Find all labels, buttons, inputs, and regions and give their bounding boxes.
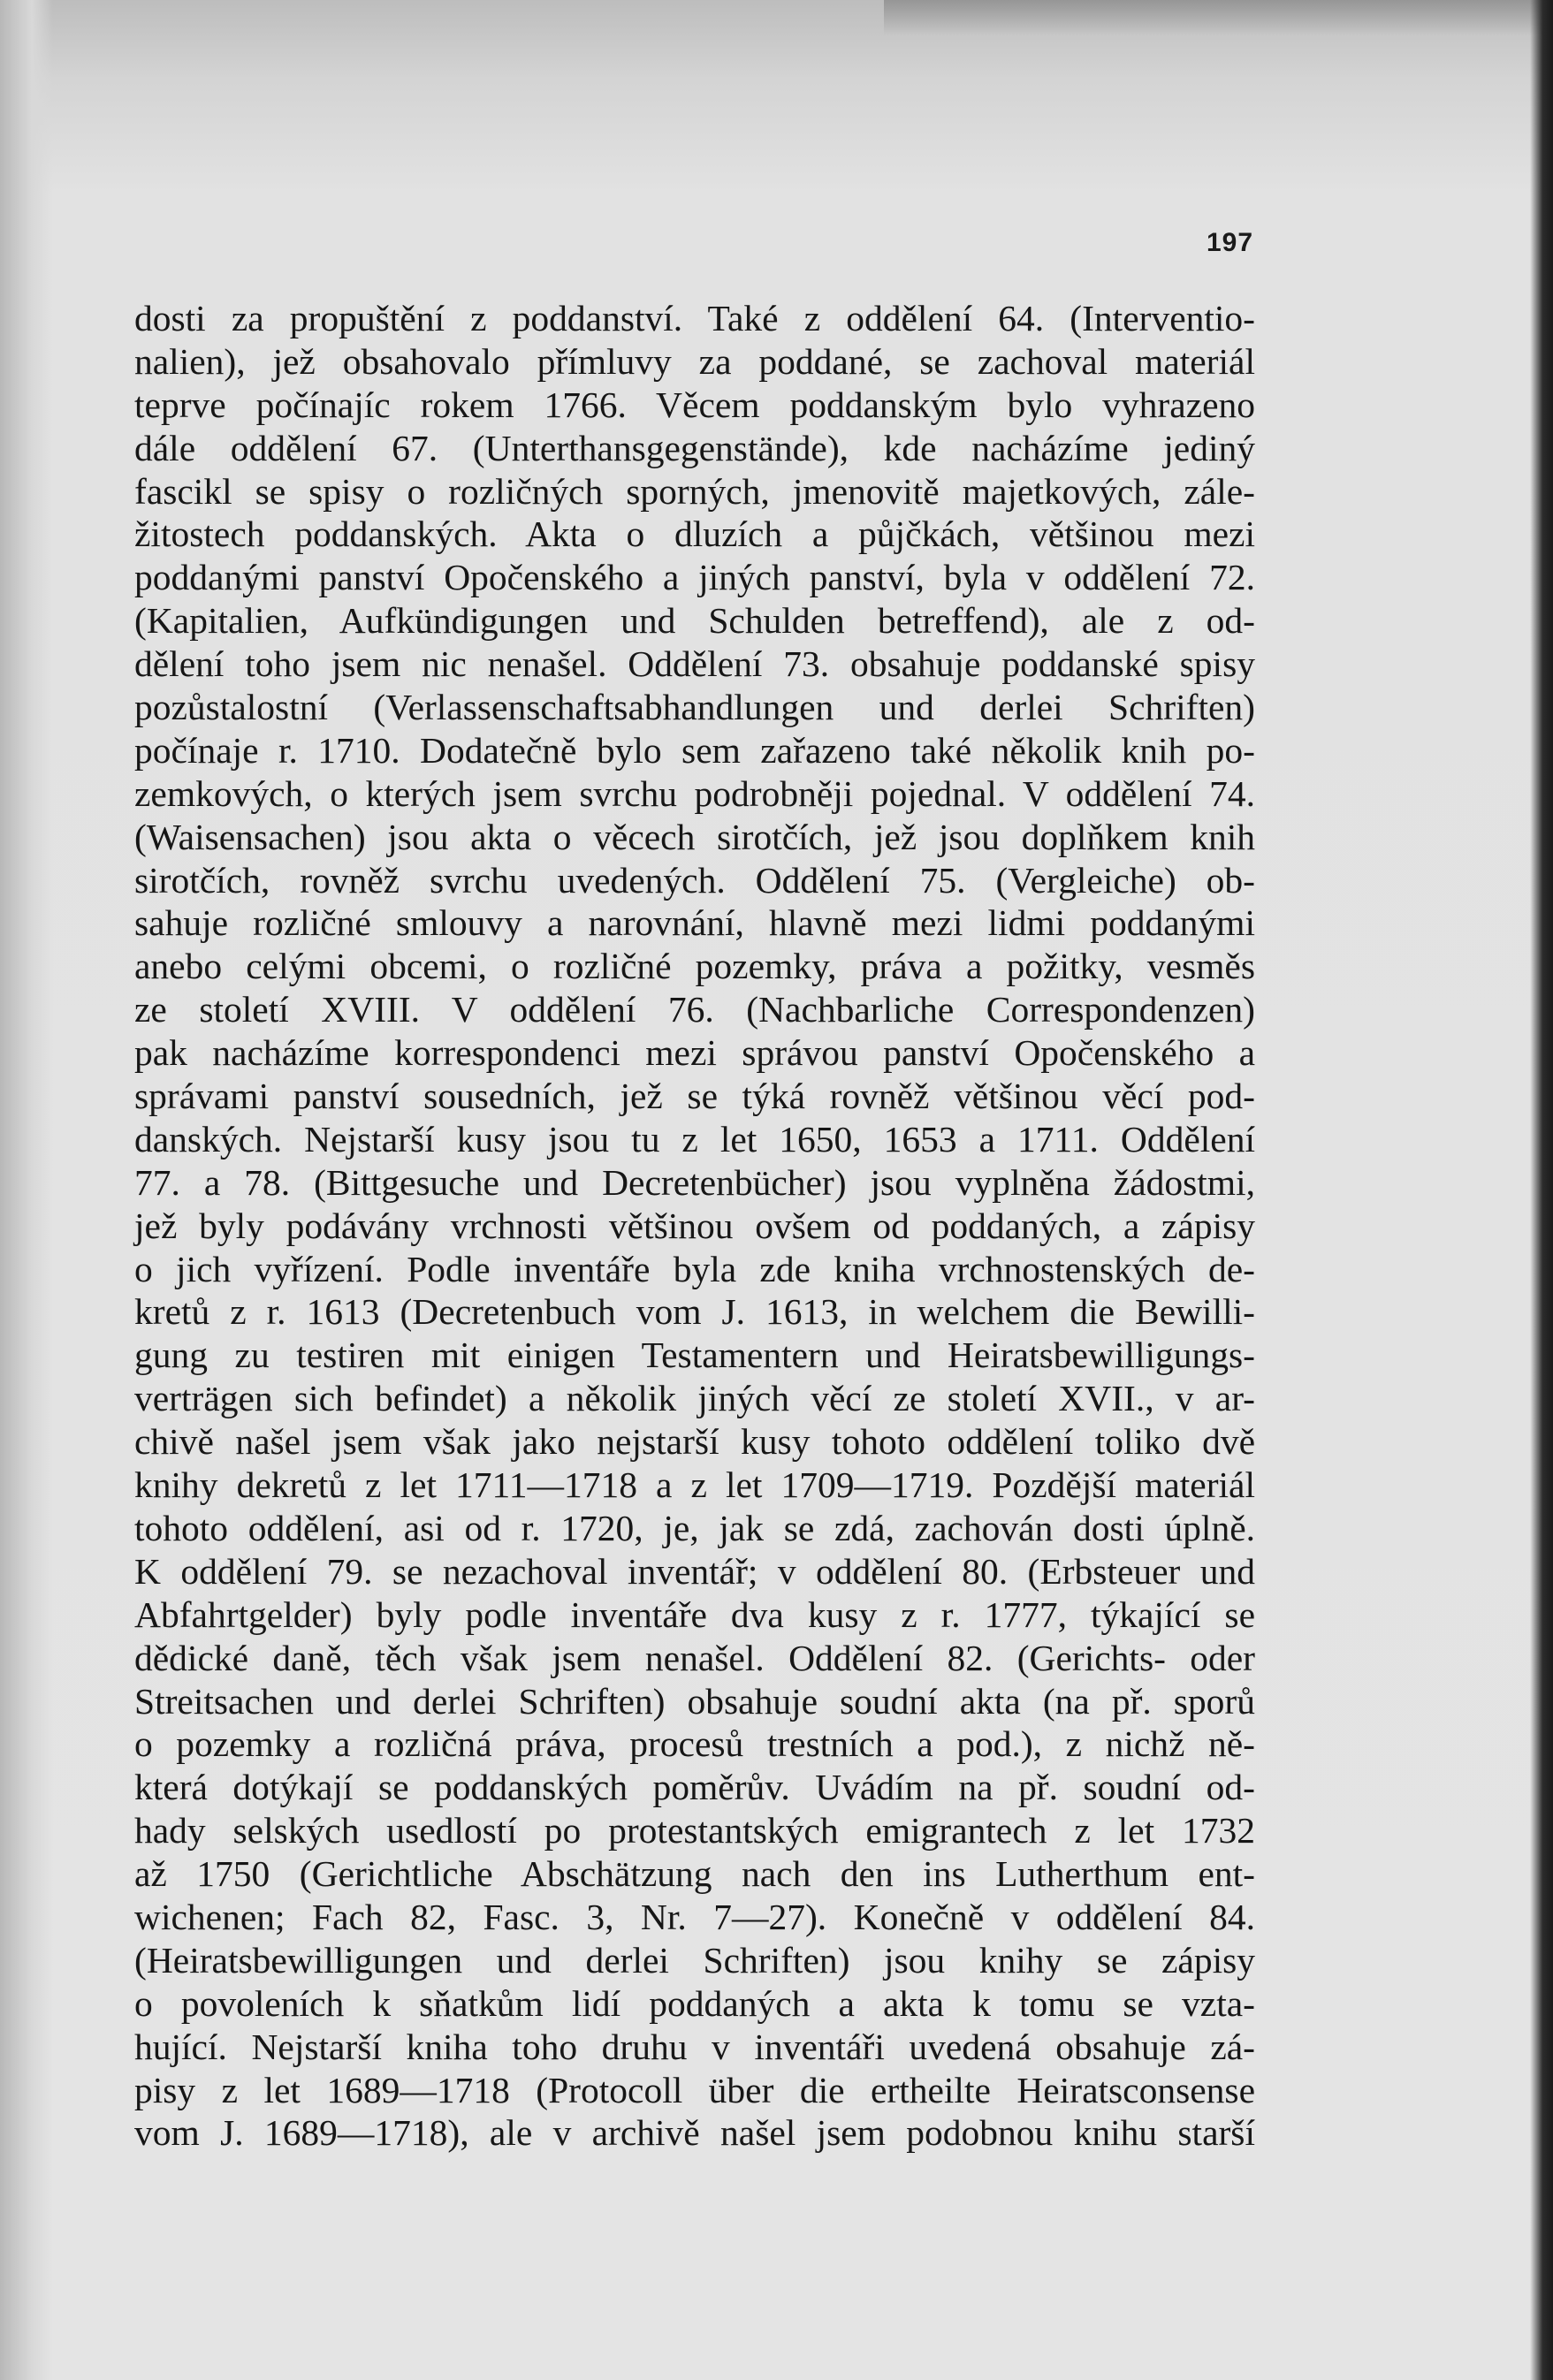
text-line: dědické daně, těch však jsem nenašel. Oddělení 82. (Gerichts- oder [134,1637,1255,1678]
text-line: (Waisensachen) jsou akta o věcech sirotčích, jež jsou doplňkem knih [134,816,1255,857]
text-line: vom J. 1689—1718), ale v archivě našel jsem podobnou knihu starší [134,2112,1255,2154]
text-line: o pozemky a rozličná práva, procesů trestních a pod.), z nichž ně- [134,1723,1255,1765]
text-line: počínaje r. 1710. Dodatečně bylo sem zařazeno také několik knih po- [134,729,1255,771]
text-line: chivě našel jsem však jako nejstarší kusy tohoto oddělení toliko dvě [134,1421,1255,1463]
page-number: 197 [1207,228,1254,257]
text-line: (Heiratsbewilligungen und derlei Schriften) jsou knihy se zápisy [134,1939,1255,1981]
page-left-shadow [0,0,53,2380]
text-line: dělení toho jsem nic nenašel. Oddělení 73. obsahuje poddanské spisy [134,643,1255,685]
text-line: danských. Nejstarší kusy jsou tu z let 1650, 1653 a 1711. Oddělení [134,1118,1255,1160]
text-line: žitostech poddanských. Akta o dluzích a půjčkách, většinou mezi [134,513,1255,555]
text-line: která dotýkají se poddanských poměrův. Uvádím na př. soudní od- [134,1767,1255,1808]
text-line: Abfahrtgelder) byly podle inventáře dva kusy z r. 1777, týkající se [134,1593,1255,1635]
text-line: fascikl se spisy o rozličných sporných, jmenovitě majetkových, zále- [134,470,1255,512]
text-line: až 1750 (Gerichtliche Abschätzung nach den ins Lutherthum ent- [134,1853,1255,1895]
text-line: pak nacházíme korrespondenci mezi správou panství Opočenského a [134,1032,1255,1074]
text-line: pozůstalostní (Verlassenschaftsabhandlungen und derlei Schriften) [134,687,1255,728]
text-line: ze století XVIII. V oddělení 76. (Nachbarliche Correspondenzen) [134,989,1255,1030]
text-line: nalien), jež obsahovalo přímluvy za poddané, se zachoval materiál [134,340,1255,382]
text-line: sahuje rozličné smlouvy a narovnání, hlavně mezi lidmi poddanými [134,902,1255,944]
text-line: dosti za propuštění z poddanství. Také z oddělení 64. (Interventio- [134,298,1255,338]
text-line: 77. a 78. (Bittgesuche und Decretenbücher) jsou vyplněna žádostmi, [134,1161,1255,1203]
text-line: anebo celými obcemi, o rozličné pozemky, práva a požitky, vesměs [134,946,1255,987]
text-line: sirotčích, rovněž svrchu uvedených. Oddělení 75. (Vergleiche) ob- [134,859,1255,901]
text-line: gung zu testiren mit einigen Testamentern und Heiratsbewilligungs- [134,1334,1255,1376]
page-right-edge [1530,0,1553,2380]
text-line: pisy z let 1689—1718 (Protocoll über die ertheilte Heiratsconsense [134,2069,1255,2110]
text-line: knihy dekretů z let 1711—1718 a z let 1709—1719. Pozdější materiál [134,1464,1255,1506]
text-line: zemkových, o kterých jsem svrchu podrobněji pojednal. V oddělení 74. [134,772,1255,814]
text-line: K oddělení 79. se nezachoval inventář; v oddělení 80. (Erbsteuer und [134,1550,1255,1592]
text-line: jež byly podávány vrchnosti většinou ovšem od poddaných, a zápisy [134,1205,1255,1246]
text-line: dále oddělení 67. (Unterthansgegenstände), kde nacházíme jediný [134,427,1255,468]
text-line: (Kapitalien, Aufkündigungen und Schulden betreffend), ale z od- [134,600,1255,642]
text-line: o jich vyřízení. Podle inventáře byla zde kniha vrchnostenských de- [134,1248,1255,1289]
text-line: Streitsachen und derlei Schriften) obsahuje soudní akta (na př. sporů [134,1680,1255,1722]
text-line: hady selských usedlostí po protestantských emigrantech z let 1732 [134,1810,1255,1852]
page-top-stain [884,0,1553,35]
text-line: o povoleních k sňatkům lidí poddaných a akta k tomu se vzta- [134,1982,1255,2024]
text-line: poddanými panství Opočenského a jiných panství, byla v oddělení 72. [134,557,1255,598]
text-line: wichenen; Fach 82, Fasc. 3, Nr. 7—27). Konečně v oddělení 84. [134,1896,1255,1937]
text-line: kretů z r. 1613 (Decretenbuch vom J. 1613, in welchem die Bewilli- [134,1291,1255,1333]
text-line: hující. Nejstarší kniha toho druhu v inventáři uvedená obsahuje zá- [134,2026,1255,2067]
text-line: tohoto oddělení, asi od r. 1720, je, jak se zdá, zachován dosti úplně. [134,1507,1255,1548]
text-line: teprve počínajíc rokem 1766. Věcem poddanským bylo vyhrazeno [134,384,1255,425]
text-line: verträgen sich befindet) a několik jiných věcí ze století XVII., v ar- [134,1378,1255,1419]
text-line: správami panství sousedních, jež se týká rovněž většinou věcí pod- [134,1076,1255,1117]
body-text [134,297,1255,2155]
